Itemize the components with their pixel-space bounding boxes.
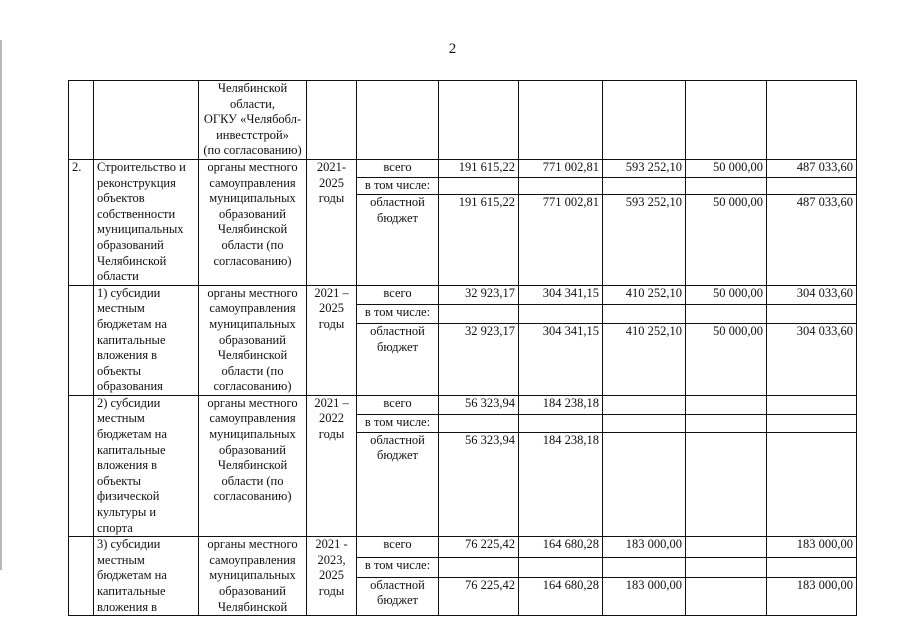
cell-value	[603, 177, 686, 194]
cell-value	[519, 414, 603, 432]
cell-source: всего	[357, 395, 439, 414]
cell-source: в том числе:	[357, 414, 439, 432]
cell-value	[519, 305, 603, 324]
table-row-r4-total	[69, 395, 857, 414]
cell-source: в том числе:	[357, 557, 439, 577]
cell-value: 183 000,00	[767, 537, 857, 557]
table-row-r5-total	[69, 537, 857, 557]
cell-value	[603, 81, 686, 160]
program-table	[68, 80, 857, 616]
cell-value	[686, 177, 767, 194]
cell-value	[603, 557, 686, 577]
table-row-r3-total	[69, 285, 857, 305]
cell-value: 410 252,10	[603, 324, 686, 395]
cell-name: 1) субсидии местным бюджетам на капитальные вложения в объекты образования	[94, 285, 199, 395]
cell-value	[686, 537, 767, 557]
cell-value: 32 923,17	[439, 324, 519, 395]
table-row-continuation	[69, 81, 857, 160]
cell-value: 304 341,15	[519, 285, 603, 305]
cell-value: 593 252,10	[603, 195, 686, 285]
cell-num	[69, 81, 94, 160]
cell-executor: органы местного самоуправления муниципальных образований Челябинской области (по согласованию)	[199, 159, 307, 285]
cell-value: 184 238,18	[519, 432, 603, 536]
cell-value	[439, 81, 519, 160]
cell-value	[439, 557, 519, 577]
cell-value	[686, 557, 767, 577]
cell-value: 50 000,00	[686, 159, 767, 177]
cell-value: 32 923,17	[439, 285, 519, 305]
cell-source	[357, 81, 439, 160]
cell-value	[603, 432, 686, 536]
cell-value: 164 680,28	[519, 537, 603, 557]
cell-source: всего	[357, 537, 439, 557]
cell-value: 183 000,00	[603, 537, 686, 557]
cell-value: 304 341,15	[519, 324, 603, 395]
cell-value: 50 000,00	[686, 195, 767, 285]
cell-value: 56 323,94	[439, 432, 519, 536]
cell-value: 50 000,00	[686, 324, 767, 395]
cell-value	[603, 414, 686, 432]
cell-name: Строительство и реконструкция объектов собственности муниципальных образований Челябинской области	[94, 159, 199, 285]
cell-value	[767, 395, 857, 414]
cell-source: всего	[357, 285, 439, 305]
cell-name: 2) субсидии местным бюджетам на капитальные вложения в объекты физической культуры и спорта	[94, 395, 199, 536]
cell-name: 3) субсидии местным бюджетам на капитальные вложения в	[94, 537, 199, 616]
cell-period: 2021- 2025 годы	[307, 159, 357, 285]
cell-source: всего	[357, 159, 439, 177]
cell-value: 191 615,22	[439, 159, 519, 177]
cell-period: 2021 – 2025 годы	[307, 285, 357, 395]
cell-value: 56 323,94	[439, 395, 519, 414]
cell-executor: органы местного самоуправления муниципальных образований Челябинской	[199, 537, 307, 616]
cell-num: 2.	[69, 159, 94, 285]
cell-executor: органы местного самоуправления муниципальных образований Челябинской области (по согласованию)	[199, 285, 307, 395]
cell-value	[767, 177, 857, 194]
table-row-r2-total	[69, 159, 857, 177]
cell-value	[519, 177, 603, 194]
cell-value: 487 033,60	[767, 195, 857, 285]
cell-value	[686, 414, 767, 432]
cell-source: областной бюджет	[357, 432, 439, 536]
cell-period	[307, 81, 357, 160]
cell-value: 593 252,10	[603, 159, 686, 177]
cell-value: 76 225,42	[439, 577, 519, 616]
cell-source: в том числе:	[357, 305, 439, 324]
cell-value	[439, 305, 519, 324]
cell-value: 76 225,42	[439, 537, 519, 557]
cell-value	[686, 395, 767, 414]
cell-value	[767, 557, 857, 577]
cell-source: областной бюджет	[357, 324, 439, 395]
cell-value: 304 033,60	[767, 285, 857, 305]
cell-source: в том числе:	[357, 177, 439, 194]
cell-value	[686, 81, 767, 160]
cell-num	[69, 395, 94, 536]
cell-value	[767, 81, 857, 160]
cell-value: 183 000,00	[767, 577, 857, 616]
cell-value	[519, 557, 603, 577]
cell-value: 410 252,10	[603, 285, 686, 305]
page-number: 2	[448, 41, 457, 57]
cell-value: 771 002,81	[519, 195, 603, 285]
cell-value	[686, 305, 767, 324]
cell-value	[439, 414, 519, 432]
cell-num	[69, 285, 94, 395]
cell-period: 2021 – 2022 годы	[307, 395, 357, 536]
cell-value: 184 238,18	[519, 395, 603, 414]
cell-value: 164 680,28	[519, 577, 603, 616]
cell-value: 50 000,00	[686, 285, 767, 305]
cell-value	[767, 414, 857, 432]
cell-value	[686, 577, 767, 616]
cell-name	[94, 81, 199, 160]
cell-source: областной бюджет	[357, 577, 439, 616]
cell-value	[439, 177, 519, 194]
cell-value: 191 615,22	[439, 195, 519, 285]
cell-value: 771 002,81	[519, 159, 603, 177]
cell-value	[686, 432, 767, 536]
cell-value	[767, 432, 857, 536]
cell-value: 487 033,60	[767, 159, 857, 177]
cell-period: 2021 - 2023, 2025 годы	[307, 537, 357, 616]
cell-executor: Челябинской области, ОГКУ «Челябобл- инвестстрой» (по согласованию)	[199, 81, 307, 160]
cell-value	[519, 81, 603, 160]
cell-num	[69, 537, 94, 616]
cell-source: областной бюджет	[357, 195, 439, 285]
cell-value: 304 033,60	[767, 324, 857, 395]
cell-value: 183 000,00	[603, 577, 686, 616]
scan-edge	[0, 40, 2, 570]
cell-value	[603, 395, 686, 414]
cell-value	[603, 305, 686, 324]
cell-value	[767, 305, 857, 324]
cell-executor: органы местного самоуправления муниципальных образований Челябинской области (по согласованию)	[199, 395, 307, 536]
